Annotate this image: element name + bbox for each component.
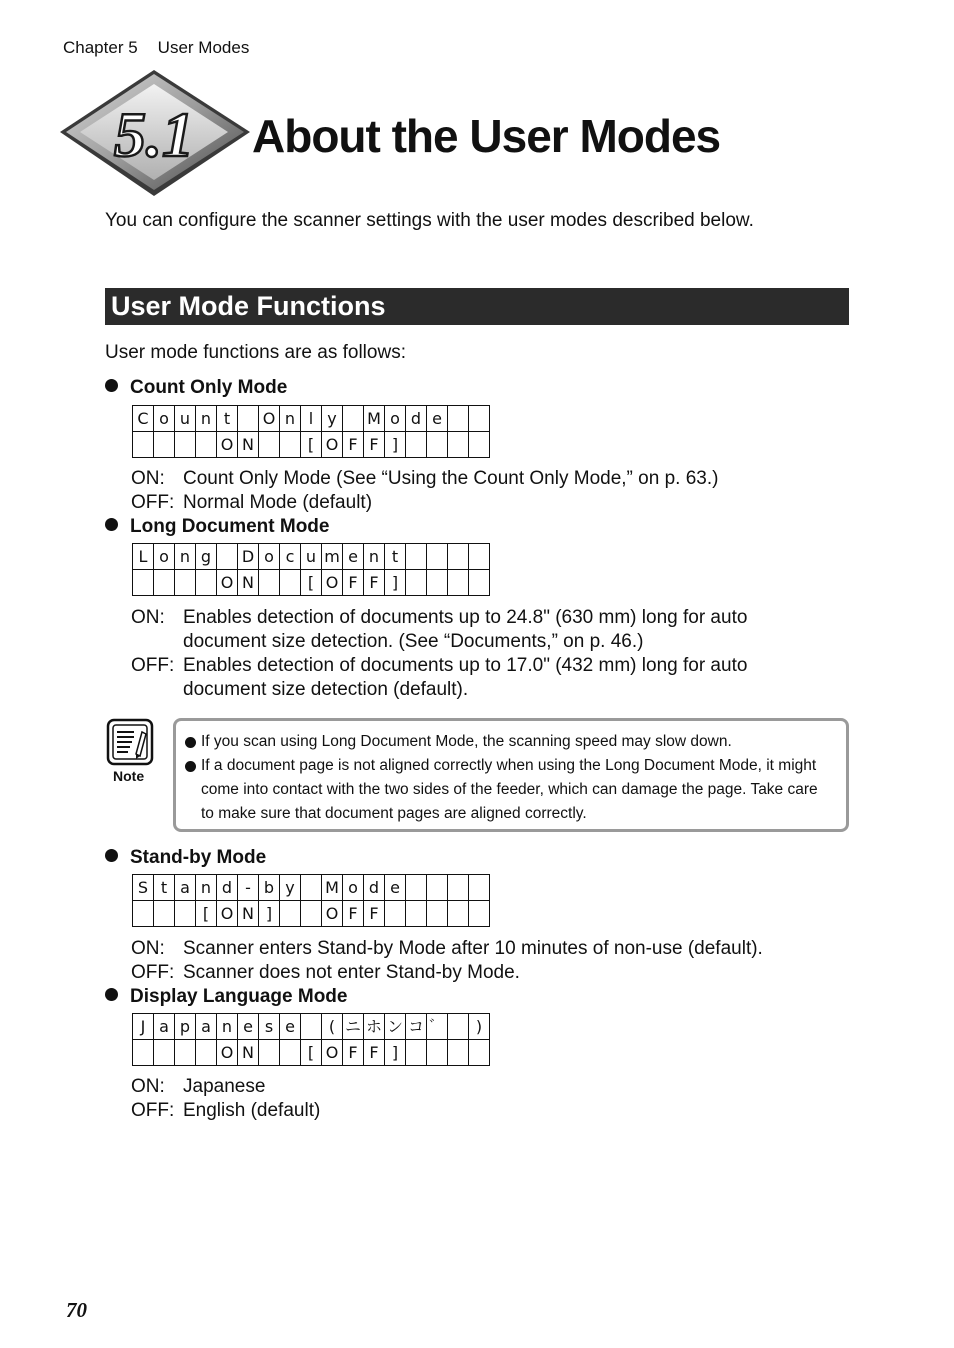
note-item — [185, 754, 832, 826]
lcd-cell — [448, 1014, 469, 1040]
lcd-cell: O — [217, 432, 238, 458]
lcd-cell — [427, 901, 448, 927]
lcd-cell: F — [343, 1040, 364, 1066]
description-on — [131, 467, 718, 491]
lcd-cell — [427, 570, 448, 596]
lcd-cell — [301, 1014, 322, 1040]
lcd-cell: ] — [259, 901, 280, 927]
lcd-cell: ニ — [343, 1014, 364, 1040]
lcd-cell — [448, 544, 469, 570]
lcd-cell — [280, 432, 301, 458]
lcd-cell: ン — [385, 1014, 406, 1040]
lcd-cell: n — [280, 406, 301, 432]
lcd-cell: O — [322, 432, 343, 458]
lcd-cell: u — [175, 406, 196, 432]
note-box — [173, 718, 849, 832]
lcd-cell — [259, 432, 280, 458]
page-number: 70 — [66, 1298, 87, 1322]
lcd-cell: l — [301, 406, 322, 432]
lcd-cell — [175, 432, 196, 458]
lcd-cell — [133, 570, 154, 596]
section-number: 5.1 — [114, 99, 194, 170]
lcd-cell: O — [322, 1040, 343, 1066]
lcd-cell: ] — [385, 570, 406, 596]
lcd-cell — [469, 901, 490, 927]
lcd-cell: N — [238, 432, 259, 458]
lcd-row — [133, 1040, 490, 1066]
lcd-cell: F — [364, 570, 385, 596]
description-off — [131, 1099, 320, 1123]
lcd-cell: t — [385, 544, 406, 570]
lcd-cell: D — [238, 544, 259, 570]
lcd-cell: o — [385, 406, 406, 432]
lcd-cell — [259, 1040, 280, 1066]
lead-text: User mode functions are as follows: — [105, 342, 406, 363]
lcd-cell — [175, 1040, 196, 1066]
lcd-cell — [133, 1040, 154, 1066]
lcd-cell: e — [343, 544, 364, 570]
mode-heading-label: Count Only Mode — [130, 377, 288, 398]
lcd-cell — [406, 875, 427, 901]
description-text: Scanner does not enter Stand-by Mode. — [183, 962, 520, 983]
bullet-icon — [105, 849, 118, 862]
bullet-icon — [105, 988, 118, 1001]
lcd-cell: a — [196, 1014, 217, 1040]
page-title: About the User Modes — [252, 110, 721, 162]
lcd-cell — [259, 570, 280, 596]
subsection-title-bar: User Mode Functions — [105, 288, 849, 325]
lcd-cell — [154, 901, 175, 927]
lcd-cell — [427, 1040, 448, 1066]
lcd-cell: ホ — [364, 1014, 385, 1040]
description-key: ON: — [131, 607, 165, 628]
lcd-row — [133, 544, 490, 570]
lcd-cell — [427, 875, 448, 901]
lcd-cell — [448, 432, 469, 458]
lcd-cell: p — [175, 1014, 196, 1040]
lcd-cell — [154, 1040, 175, 1066]
description-on — [131, 937, 763, 961]
lcd-cell: M — [364, 406, 385, 432]
lcd-cell: O — [217, 570, 238, 596]
lcd-cell: t — [154, 875, 175, 901]
lcd-cell: O — [322, 901, 343, 927]
description-text: Normal Mode (default) — [183, 492, 373, 513]
description-key: OFF: — [131, 1100, 175, 1121]
lcd-cell: o — [259, 544, 280, 570]
description-text: Enables detection of documents up to 24.8" (630 mm) long for auto document size detection. (See “Documents,” on p. 46.) — [183, 607, 748, 652]
bullet-icon — [105, 379, 118, 392]
lcd-cell: F — [343, 901, 364, 927]
lcd-cell — [280, 901, 301, 927]
lcd-cell: O — [217, 1040, 238, 1066]
lcd-cell: N — [238, 1040, 259, 1066]
description-text: Scanner enters Stand-by Mode after 10 minutes of non-use (default). — [183, 938, 763, 959]
lcd-cell: o — [154, 406, 175, 432]
chapter-header — [63, 38, 249, 58]
lcd-cell — [406, 544, 427, 570]
lcd-cell: s — [259, 1014, 280, 1040]
lcd-cell: ] — [385, 1040, 406, 1066]
note-label: Note — [113, 768, 145, 784]
lcd-cell: [ — [196, 901, 217, 927]
chapter-title: User Modes — [157, 38, 250, 57]
description-key: ON: — [131, 468, 165, 489]
lcd-cell: S — [133, 875, 154, 901]
lcd-cell: n — [196, 875, 217, 901]
lcd-cell: N — [238, 570, 259, 596]
lcd-cell — [301, 875, 322, 901]
lcd-cell — [448, 570, 469, 596]
lcd-cell — [469, 432, 490, 458]
lcd-cell — [175, 901, 196, 927]
lcd-row — [133, 406, 490, 432]
lcd-cell — [385, 901, 406, 927]
mode-heading-standby — [105, 846, 266, 870]
lcd-cell — [133, 432, 154, 458]
lcd-display-standby — [132, 874, 490, 927]
lcd-cell: ) — [469, 1014, 490, 1040]
mode-descriptions-long-document — [131, 606, 811, 702]
lcd-cell — [154, 432, 175, 458]
note-item — [185, 730, 832, 754]
lcd-cell: - — [238, 875, 259, 901]
lcd-row — [133, 1014, 490, 1040]
lcd-cell — [469, 1040, 490, 1066]
description-key: ON: — [131, 1076, 165, 1097]
note-item-text: If a document page is not aligned correctly when using the Long Document Mode, it might come into contact with the two sides of the feeder, which can damage the page. Take care to make sure that document pages are aligned correctly. — [201, 757, 818, 822]
lcd-cell: n — [364, 544, 385, 570]
lcd-row — [133, 570, 490, 596]
lcd-cell: e — [427, 406, 448, 432]
lcd-cell: y — [322, 406, 343, 432]
lcd-cell: b — [259, 875, 280, 901]
lcd-cell: F — [364, 1040, 385, 1066]
lcd-row — [133, 875, 490, 901]
lcd-row — [133, 432, 490, 458]
note-pad-icon — [106, 718, 154, 766]
lcd-cell: C — [133, 406, 154, 432]
lcd-cell — [133, 901, 154, 927]
lcd-cell: g — [196, 544, 217, 570]
lcd-cell — [469, 570, 490, 596]
description-text: Japanese — [183, 1076, 266, 1097]
lcd-cell — [448, 875, 469, 901]
description-key: ON: — [131, 938, 165, 959]
lcd-cell — [427, 544, 448, 570]
bullet-icon — [185, 761, 196, 772]
lcd-cell — [196, 1040, 217, 1066]
lcd-cell: n — [217, 1014, 238, 1040]
lcd-cell: d — [217, 875, 238, 901]
intro-text: You can configure the scanner settings with the user modes described below. — [105, 210, 754, 231]
bullet-icon — [105, 518, 118, 531]
lcd-cell — [301, 901, 322, 927]
lcd-cell — [406, 570, 427, 596]
lcd-cell: F — [364, 432, 385, 458]
lcd-cell — [469, 544, 490, 570]
lcd-cell: O — [217, 901, 238, 927]
description-off — [131, 654, 811, 702]
lcd-cell: M — [322, 875, 343, 901]
note-item-text: If you scan using Long Document Mode, the scanning speed may slow down. — [201, 733, 732, 750]
bullet-icon — [185, 737, 196, 748]
mode-heading-label: Long Document Mode — [130, 516, 330, 537]
mode-heading-count-only — [105, 376, 287, 400]
lcd-cell: ( — [322, 1014, 343, 1040]
lcd-cell: N — [238, 901, 259, 927]
lcd-cell: F — [343, 570, 364, 596]
mode-descriptions-standby — [131, 937, 763, 985]
mode-heading-label: Display Language Mode — [130, 986, 348, 1007]
lcd-display-count-only — [132, 405, 490, 458]
lcd-cell — [196, 570, 217, 596]
lcd-cell: ] — [385, 432, 406, 458]
lcd-cell — [175, 570, 196, 596]
description-key: OFF: — [131, 655, 175, 676]
description-key: OFF: — [131, 492, 175, 513]
lcd-cell — [427, 432, 448, 458]
lcd-cell: m — [322, 544, 343, 570]
lcd-cell — [469, 406, 490, 432]
lcd-cell: O — [259, 406, 280, 432]
lcd-cell: [ — [301, 570, 322, 596]
lcd-cell — [469, 875, 490, 901]
lcd-cell: F — [364, 901, 385, 927]
lcd-cell — [280, 570, 301, 596]
lcd-cell: コ — [406, 1014, 427, 1040]
lcd-cell: u — [301, 544, 322, 570]
mode-heading-display-language — [105, 985, 347, 1009]
lcd-display-display-language — [132, 1013, 490, 1066]
section-number-badge — [58, 68, 254, 200]
lcd-cell: L — [133, 544, 154, 570]
lcd-cell: n — [175, 544, 196, 570]
lcd-cell: e — [385, 875, 406, 901]
chapter-number: Chapter 5 — [63, 38, 138, 57]
lcd-cell — [154, 570, 175, 596]
lcd-cell: c — [280, 544, 301, 570]
lcd-cell: a — [175, 875, 196, 901]
lcd-row — [133, 901, 490, 927]
lcd-cell: O — [322, 570, 343, 596]
lcd-cell — [406, 901, 427, 927]
lcd-cell: n — [196, 406, 217, 432]
lcd-cell: o — [154, 544, 175, 570]
description-off — [131, 961, 763, 985]
mode-heading-label: Stand-by Mode — [130, 847, 267, 868]
lcd-cell: ゛ — [427, 1014, 448, 1040]
description-key: OFF: — [131, 962, 175, 983]
description-text: English (default) — [183, 1100, 321, 1121]
lcd-cell: a — [154, 1014, 175, 1040]
lcd-cell: o — [343, 875, 364, 901]
lcd-cell — [196, 432, 217, 458]
lcd-cell — [280, 1040, 301, 1066]
lcd-cell: y — [280, 875, 301, 901]
lcd-cell — [238, 406, 259, 432]
description-on — [131, 1075, 320, 1099]
lcd-cell — [406, 432, 427, 458]
mode-heading-long-document — [105, 515, 329, 539]
description-text: Enables detection of documents up to 17.0" (432 mm) long for auto document size detection (default). — [183, 655, 748, 700]
lcd-cell — [448, 901, 469, 927]
lcd-cell: d — [364, 875, 385, 901]
lcd-cell: [ — [301, 1040, 322, 1066]
mode-descriptions-count-only — [131, 467, 718, 515]
lcd-cell: t — [217, 406, 238, 432]
description-on — [131, 606, 811, 654]
lcd-display-long-document — [132, 543, 490, 596]
lcd-cell: e — [238, 1014, 259, 1040]
lcd-cell — [343, 406, 364, 432]
lcd-cell: [ — [301, 432, 322, 458]
description-off — [131, 491, 718, 515]
lcd-cell — [406, 1040, 427, 1066]
lcd-cell — [448, 1040, 469, 1066]
lcd-cell — [217, 544, 238, 570]
lcd-cell: e — [280, 1014, 301, 1040]
lcd-cell — [448, 406, 469, 432]
lcd-cell: J — [133, 1014, 154, 1040]
mode-descriptions-display-language — [131, 1075, 320, 1123]
description-text: Count Only Mode (See “Using the Count Only Mode,” on p. 63.) — [183, 468, 719, 489]
lcd-cell: F — [343, 432, 364, 458]
lcd-cell: d — [406, 406, 427, 432]
